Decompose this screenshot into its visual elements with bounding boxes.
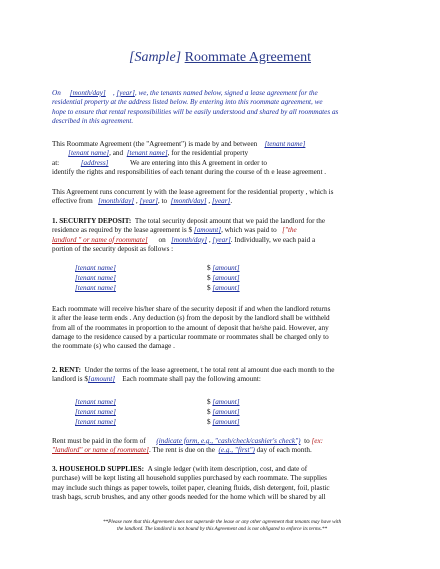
- title-name: Roommate Agreement: [184, 50, 311, 65]
- supplies-text-1: A single ledger (with item description, cost, and date of: [147, 465, 308, 473]
- term-end-date-field: [month/day]: [170, 197, 207, 206]
- intro-comma: ,: [112, 89, 115, 97]
- intro-on: On: [52, 89, 61, 97]
- tenant-name-field-3: [tenant name]: [126, 149, 168, 158]
- term-line-1: This Agreement runs concurrent ly with the lease agreement for the residential property , which is: [52, 188, 334, 196]
- term-start-year-field: [year]: [139, 197, 158, 206]
- security-payee-field-end: landlord " or name of roommate]: [52, 235, 148, 244]
- term-comma-1: ,: [135, 197, 138, 206]
- rent-payment-line-2: [52, 446, 398, 455]
- term-paragraph: [52, 188, 398, 207]
- intro-paragraph: [52, 89, 398, 126]
- security-amount-value-2: [amount]: [212, 274, 240, 282]
- security-amount-value-3: [amount]: [212, 284, 240, 292]
- rent-amount-value-2: [amount]: [212, 408, 240, 416]
- rent-text-each-pays: Each roommate shall pay the following amount:: [122, 375, 261, 384]
- term-effective-from: effective from: [52, 197, 93, 206]
- security-terms-line-4: damage to the residence caused by a particular roommate or roommates shall be charged only to: [52, 332, 329, 341]
- term-start-date-field: [month/day]: [98, 197, 135, 206]
- security-terms-line-3: from all of the roommates in proportion to the amount of deposit that he/she paid. However, any: [52, 323, 329, 332]
- intro-line-3: hope to ensure that rental responsibilities will be easily understood and shared by all roommates as: [52, 107, 339, 116]
- security-text-2: residence as required by the lease agreement is $: [52, 226, 193, 235]
- security-text-1: The total security deposit amount that we paid the landlord for the: [134, 217, 326, 225]
- rent-row-2: [75, 408, 335, 418]
- address-field: [address]: [80, 158, 109, 167]
- rent-amount-3: [207, 418, 240, 427]
- parties-text-at: at:: [52, 158, 60, 167]
- rent-payment-line-1: [52, 437, 398, 446]
- intro-year-field: [year]: [116, 89, 135, 97]
- security-terms-paragraph: [52, 305, 398, 351]
- rent-amount-1: [207, 398, 240, 407]
- household-supplies-section: [52, 465, 398, 502]
- security-line-4: portion of the security deposit as follows :: [52, 244, 174, 253]
- security-year-field: [year]: [212, 235, 231, 244]
- currency-symbol: $: [207, 398, 211, 406]
- security-row-3: [75, 284, 335, 294]
- supplies-line-3: may include such things as paper towels, toilet paper, cleaning fluids, dish detergent, foil, plastic: [52, 483, 330, 492]
- parties-line-2: [52, 149, 398, 158]
- security-text-on: on: [158, 235, 166, 244]
- rent-tenant-name-1: [tenant name]: [75, 398, 116, 406]
- term-period: .: [230, 197, 233, 206]
- rent-form-field: (indicate form, e.g., "cash/check/cashier's check"): [156, 437, 301, 445]
- security-row-2: [75, 274, 335, 284]
- intro-line-4: described in this agreement.: [52, 116, 134, 125]
- term-line-2: [52, 197, 398, 206]
- security-terms-line-5: the roommate (s) who caused the damage .: [52, 342, 175, 351]
- security-tenant-name-1: [tenant name]: [75, 264, 116, 272]
- security-amount-1: [207, 264, 240, 273]
- intro-line-1: [52, 89, 398, 98]
- security-text-individually: . Individually, we each paid a: [230, 235, 316, 244]
- security-text-paid-to: , which was paid to: [221, 226, 277, 235]
- security-terms-line-1: Each roommate will receive his/her share of the security deposit if and when the landlord returns: [52, 305, 331, 313]
- rent-row-1: [75, 398, 335, 408]
- currency-symbol: $: [207, 284, 211, 292]
- intro-date-field: [month/day]: [69, 89, 106, 97]
- security-row-1: [75, 264, 335, 274]
- currency-symbol: $: [207, 274, 211, 282]
- security-tenant-name-3: [tenant name]: [75, 284, 116, 292]
- rent-heading: 2. RENT:: [52, 366, 82, 374]
- security-tenant-name-2: [tenant name]: [75, 274, 116, 282]
- supplies-line-1: [52, 465, 398, 474]
- supplies-line-4: trash bags, scrub brushes, and any other goods needed for the home which will be shared by all: [52, 492, 326, 501]
- security-line-1: [52, 217, 398, 226]
- rent-amount-2: [207, 408, 240, 417]
- security-heading: 1. SECURITY DEPOSIT:: [52, 217, 132, 225]
- rent-text-2: landlord is $: [52, 375, 88, 384]
- rent-tenant-name-3: [tenant name]: [75, 418, 116, 426]
- parties-paragraph: [52, 140, 398, 177]
- parties-text-and: , and: [109, 149, 124, 158]
- rent-due-text-end: day of each month.: [256, 446, 312, 455]
- security-terms-line-2: it after the lease term ends . Any deduction (s) from the deposit by the landlord shall be withheld: [52, 314, 330, 323]
- parties-text-1: This Roommate Agreement (the "Agreement") is made by and between: [52, 140, 258, 148]
- currency-symbol: $: [207, 408, 211, 416]
- rent-tenant-name-2: [tenant name]: [75, 408, 116, 416]
- currency-symbol: $: [207, 418, 211, 426]
- footnote-line-2: the landlord. The landlord is not bound by this Agreement and is not obligated to enforce its terms.**: [116, 526, 328, 532]
- tenant-name-field-1: [tenant name]: [264, 140, 306, 148]
- security-comma: ,: [208, 235, 211, 244]
- security-amount-3: [207, 284, 240, 293]
- security-deposit-section: [52, 217, 398, 254]
- supplies-heading: 3. HOUSEHOLD SUPPLIES:: [52, 465, 145, 473]
- rent-row-3: [75, 418, 335, 428]
- rent-text-1: Under the terms of the lease agreement, t he total rent al amount due each month to the: [84, 366, 335, 374]
- rent-due-day-field: (e.g., "first"): [218, 446, 255, 455]
- intro-rest-1: , we, the tenants named below, signed a lease agreement for the: [134, 89, 318, 97]
- security-amount-2: [207, 274, 240, 283]
- rent-payment-to: to: [304, 437, 310, 445]
- rent-payment-paragraph: [52, 437, 398, 456]
- security-amount-field: [amount]: [193, 226, 222, 235]
- rent-amount-value-3: [amount]: [212, 418, 240, 426]
- footnote: [52, 519, 392, 533]
- security-payee-field-start: ["the: [282, 226, 297, 235]
- parties-text-entering: We are entering into this A greement in order to: [130, 158, 267, 167]
- footnote-line-1: **Please note that this Agreement does not supersede the lease or any other agreement that tenants may have with: [102, 519, 342, 525]
- rent-amount-value-1: [amount]: [212, 398, 240, 406]
- parties-line-1: [52, 140, 398, 149]
- parties-line-3: [52, 159, 398, 168]
- rent-payment-text-1: Rent must be paid in the form of: [52, 437, 146, 445]
- currency-symbol: $: [207, 264, 211, 272]
- security-date-field: [month/day]: [171, 235, 208, 244]
- term-to: , to: [157, 197, 168, 206]
- rent-payee-field-start: [ex:: [311, 437, 324, 445]
- parties-line-4: identify the rights and responsibilities of each tenant during the course of th e lease agreement .: [52, 167, 327, 176]
- tenant-name-field-2: [tenant name]: [68, 149, 110, 158]
- rent-payee-field-end: "landlord" or name of roommate]: [52, 446, 149, 455]
- security-line-3: [52, 236, 398, 245]
- intro-line-2: residential property at the address listed below. By entering into this roommate agreement, we: [52, 98, 323, 107]
- security-amount-value-1: [amount]: [212, 264, 240, 272]
- rent-due-text: . The rent is due on the: [148, 446, 215, 455]
- rent-line-1: [52, 366, 398, 375]
- security-line-2: [52, 226, 398, 235]
- parties-text-property: , for the residential property: [167, 149, 249, 158]
- term-end-year-field: [year]: [211, 197, 231, 206]
- title-prefix: [Sample]: [129, 50, 182, 65]
- rent-total-amount-field: [amount]: [87, 375, 116, 384]
- document-title: [0, 50, 440, 66]
- rent-section: [52, 366, 398, 385]
- term-comma-2: ,: [208, 197, 211, 206]
- supplies-line-2: purchase) will be kept listing all household supplies purchased by each roommate. The supplies: [52, 474, 327, 483]
- rent-line-2: [52, 375, 398, 384]
